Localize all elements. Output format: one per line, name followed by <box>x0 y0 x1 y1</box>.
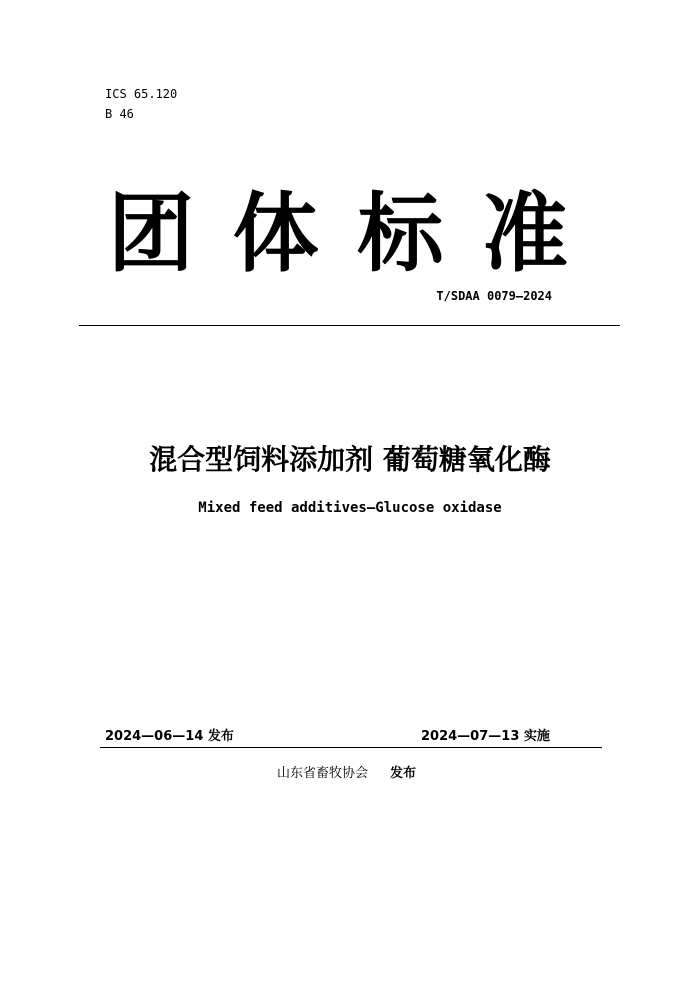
issue-date: 2024—06—14 发布 <box>105 729 234 744</box>
document-title-english: Mixed feed additives—Glucose oxidase <box>198 500 502 516</box>
standard-type-char-2: 体 <box>232 183 319 284</box>
publisher-verb: 发布 <box>390 766 417 781</box>
standard-type-heading <box>108 184 568 284</box>
document-title-chinese: 混合型饲料添加剂 葡萄糖氧化酶 <box>149 443 551 476</box>
standard-type-char-1: 团 <box>108 183 194 284</box>
ccs-code: B 46 <box>105 107 134 121</box>
top-divider <box>79 325 620 326</box>
publisher-name: 山东省畜牧协会 <box>277 766 369 781</box>
standard-type-char-4: 准 <box>481 183 568 284</box>
ics-code: ICS 65.120 <box>105 87 178 101</box>
bottom-divider <box>100 747 602 748</box>
implementation-date: 2024—07—13 实施 <box>421 729 550 744</box>
publisher-line <box>277 765 416 783</box>
standard-type-char-3: 标 <box>357 183 444 284</box>
standard-number: T/SDAA 0079—2024 <box>436 289 552 303</box>
